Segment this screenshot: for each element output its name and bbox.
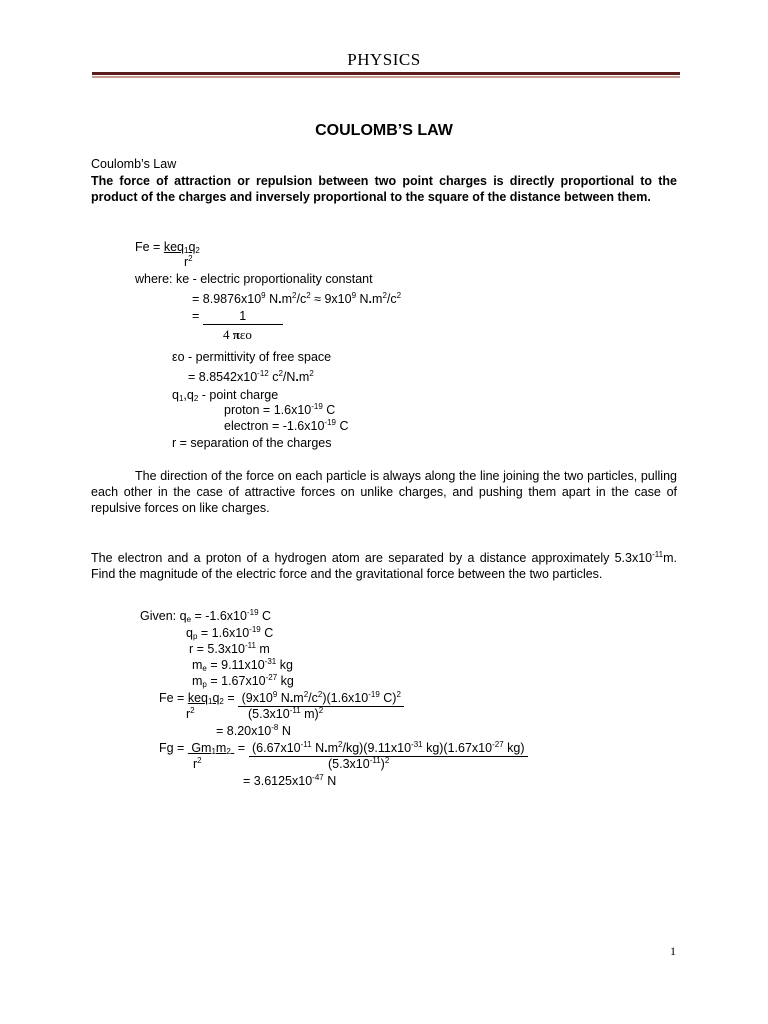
definition-heading: Coulomb’s Law <box>91 157 177 171</box>
point-charge-description: $q_1,q_2$ - point charge <box>172 388 279 403</box>
proton-charge: proton = $1.6x10^{-19}$ C <box>224 402 336 417</box>
ke-fraction-denominator: 4 πεo <box>223 327 252 342</box>
ke-fraction-numerator: = 1 <box>192 309 283 325</box>
header-rule-accent <box>92 76 680 78</box>
fe-denominator-r: $r^2$ <box>186 706 195 721</box>
fg-denominator-r: $r^2$ <box>193 756 202 771</box>
coulomb-formula-denominator: $r^2$ <box>184 254 193 269</box>
definition-text: The force of attraction or repulsion between two point charges is directly proportional to the product of the charges and inversely proportional to the square of the distance between them. <box>91 174 677 204</box>
fe-calculation: $Fe = keq_1q_2 = (9x10^9$ $N.m^2/c^2)(1.6x10^{-19}$ C)$^2$ <box>159 691 404 707</box>
electron-charge: electron = $-1.6x10^{-19}$ C <box>224 418 349 433</box>
problem-text: The electron and a proton of a hydrogen atom are separated by a distance approximately $5.3x10^{-11}m$. Find the magnitude of the electric force and the gravitational force between the two particles. <box>91 550 677 581</box>
coulomb-formula: $Fe = keq_1q_2$ <box>135 240 200 255</box>
separation-description: r = separation of the charges <box>172 436 332 450</box>
given-qp: $q_p = 1.6x10^{-19}$ C <box>186 625 274 641</box>
given-mp: $m_p = 1.67x10^{-27}$ kg <box>192 673 294 689</box>
eps0-description: εo - permittivity of free space <box>172 350 332 364</box>
fg-calculation: $Fg = Gm_1m_2 = (6.67x10^{-11}$ $N.m^2/kg)(9.11x10^{-31}$ $kg)(1.67x10^{-27}$ kg) <box>159 740 528 756</box>
fg-result: = $3.6125x10^{-47}$ N <box>243 773 337 788</box>
fg-denominator-value: $(5.3x10^{-11})^2$ <box>328 756 390 771</box>
header-rule <box>92 72 680 75</box>
page-title: COULOMB’S LAW <box>315 122 453 139</box>
direction-paragraph: The direction of the force on each particle is always along the line joining the two particles, pulling each other in the case of attractive forces on unlike charges, and pushing them apart in the case of repulsive forces on like charges. <box>91 469 677 515</box>
given-qe: Given: $q_e = -1.6x10^{-19}$ C <box>140 608 272 624</box>
fe-denominator-value: ($5.3x10^{-11}$ m)$^2$ <box>248 706 324 721</box>
ke-value: = $8.9876x10^9$ $N.m^2/c^2 \approx 9x10^9$ $N.m^2/c^2$ <box>192 291 402 306</box>
given-r: $r = 5.3x10^{-11}$ m <box>189 641 270 656</box>
eps0-value: = $8.8542x10^{-12}$ $c^2/N.m^2$ <box>188 369 314 384</box>
ke-description: where: ke - electric proportionality constant <box>135 272 373 286</box>
fe-result: = $8.20x10^{-8}$ N <box>216 723 291 738</box>
running-header: PHYSICS <box>347 50 421 69</box>
page-number: 1 <box>670 944 676 958</box>
given-me: $m_e = 9.11x10^{-31}$ kg <box>192 657 293 673</box>
